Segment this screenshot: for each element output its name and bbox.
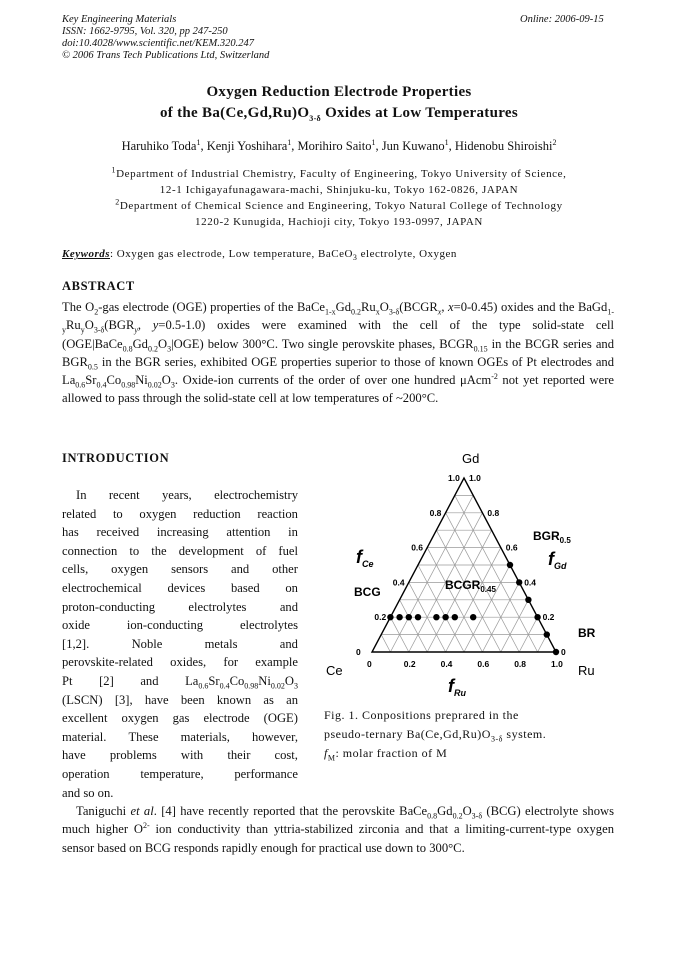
axis-label-fce: $f_{Ce}$ [356,547,374,569]
data-point-bcgr [406,614,412,620]
tick-label-right: 0.2 [542,612,555,623]
data-point-bgr [534,614,540,620]
journal-name: Key Engineering Materials [62,14,177,25]
tick-label-left: 0.2 [374,612,387,623]
figure-caption: Fig. 1. Conpositions preprared in the pseudo-ternary $Ba(Ce,Gd,Ru)O_{3-\delta}$ system. $f_M$: molar fraction of M [324,708,547,763]
vertex-label-ru: Ru [578,663,595,678]
data-point-bgr [516,579,522,585]
vertex-label-ce: Ce [326,663,343,678]
affiliations: $^1$Department of Industrial Chemistry, Faculty of Engineering, Tokyo University of Science, 12-1 Ichigayafunagawara-machi, Shinjuku-ku, Tokyo 162-0826, JAPAN $^2$Department of Chemical Science and Engineering, Tokyo Natural College of Technology 1220-2 Kunugida, Hachioji city, Tokyo 193-0997, JAPAN [111,165,567,228]
ternary-grid [381,495,547,652]
tick-label-right: 1.0 [469,473,481,483]
tick-label-left: 0.8 [429,507,442,518]
online-date: Online: 2006-09-15 [520,14,604,25]
tick-label-bottom: 0.2 [403,659,416,669]
tick-label-bottom: 0.4 [440,659,453,669]
data-point-bgr [553,649,559,655]
introduction-heading: INTRODUCTION [62,451,170,465]
tick-label-left: 0 [356,647,361,657]
vertex-label-gd: Gd [462,451,480,466]
abstract-text: The $O_2$-gas electrode (OGE) properties of the $BaCe_{1-x}Gd_{0.2}Ru_xO_{3-\delta}(BCGR_x$, x=0-0.45) oxides and the $BaGd_{1-y}Ru_yO_{3-\delta}(BGR_y$, y=0.5-1.0) oxides were examined with the cell of the type solid-state cell $(OGE|BaCe_{0.8}Gd_{0.2}O_3|OGE)$ below 300°C. Two single perovskite phases, $BCGR_{0.15}$ in the BCGR series and $BGR_{0.5}$ in the BGR series, exhibited OGE properties superior to those of known OGEs of Pt electrodes and $La_{0.6}Sr_{0.4}Co_{0.98}Ni_{0.02}O_3$. Oxide-ion currents of the order of over one hundred μAcm$^{-2}$ not yet reported were allowed to pass through the solid-state cell at low temperatures of ~200°C. [62,300,615,406]
copyright: © 2006 Trans Tech Publications Ltd, Switzerland [62,50,270,61]
axis-label-fru: $f_{Ru}$ [448,676,466,698]
introduction-paragraph-1: In recent years, electrochemistry related to oxygen reduction reaction has received increasing attention in connection to the development of fuel cells, oxygen sensors and other electrochemical devices based on proton-conducting electrolytes and oxide ion-conducting electrolytes [1,2]. Noble metals and perovskite-related oxides, for example Pt [2] and $La_{0.6}Sr_{0.4}Co_{0.98}Ni_{0.02}O_3$ (LSCN) [3], have been known as an excellent oxygen gas electrode (OGE) material. These materials, however, have problems with their cost, operation temperature, performance and so on. [62,488,298,800]
tick-label-left: 1.0 [448,473,460,483]
grid-line-ce [381,635,390,652]
label-bcg: BCG [354,585,381,599]
introduction-paragraph-2: Taniguchi et al. [4] have recently reported that the perovskite $BaCe_{0.8}Gd_{0.2}O_{3-\delta}$ (BCG) electrolyte shows much higher $O^{2-}$ ion conductivity than yttria-stabilized zirconia and that a limiting-current-type oxygen sensor based on BCG responds rapidly enough for practical use down to 300°C. [62,804,614,855]
data-point-bcgr [433,614,439,620]
keywords: Keywords: Oxygen gas electrode, Low temperature, BaCeO$_3$ electrolyte, Oxygen [62,248,457,263]
issn: ISSN: 1662-9795, Vol. 320, pp 247-250 [62,26,228,37]
title-line-1: Oxygen Reduction Electrode Properties [206,84,472,100]
data-point-bcgr [396,614,402,620]
tick-label-bottom: 0.6 [477,659,490,669]
label-br: BR [578,626,596,640]
ternary-diagram [320,445,620,710]
doi: doi:10.4028/www.scientific.net/KEM.320.247 [62,38,254,49]
tick-label-right: 0.6 [505,542,518,553]
title-line-2: of the $Ba(Ce,Gd,Ru)O_{3-\delta}$ Oxides at Low Temperatures [159,105,519,123]
label-bgr: $BGR_{0.5}$ [533,529,571,545]
axis-label-fgd: $f_{Gd}$ [548,549,567,571]
data-point-bgr [544,631,550,637]
data-point-bcgr [452,614,458,620]
tick-label-bottom: 0.8 [514,659,527,669]
tick-label-right: 0 [561,647,566,657]
tick-label-bottom: 1.0 [551,659,563,669]
tick-label-bottom: 0 [367,659,372,669]
data-point-bcgr [415,614,421,620]
journal-header [62,14,269,62]
grid-line-ru [501,600,529,652]
label-bcgr: $BCGR_{0.45}$ [445,578,496,594]
abstract-heading: ABSTRACT [62,279,135,293]
data-point-bcgr [387,614,393,620]
tick-label-right: 0.4 [524,577,537,588]
grid-line-ce [400,600,428,652]
data-point-bcgr [470,614,476,620]
grid-line-ce [455,495,538,652]
data-point-bgr [525,597,531,603]
tick-label-right: 0.8 [487,507,500,518]
authors: Haruhiko Toda$^1$, Kenji Yoshihara$^1$, Morihiro Saito$^1$, Jun Kuwano$^1$, Hidenobu Shiroishi$^2$ [121,137,557,153]
tick-label-left: 0.4 [392,577,405,588]
tick-label-left: 0.6 [411,542,424,553]
data-point-bgr [507,562,513,568]
data-point-bcgr [442,614,448,620]
grid-line-ru [390,495,473,652]
ternary-ticks [356,473,566,669]
